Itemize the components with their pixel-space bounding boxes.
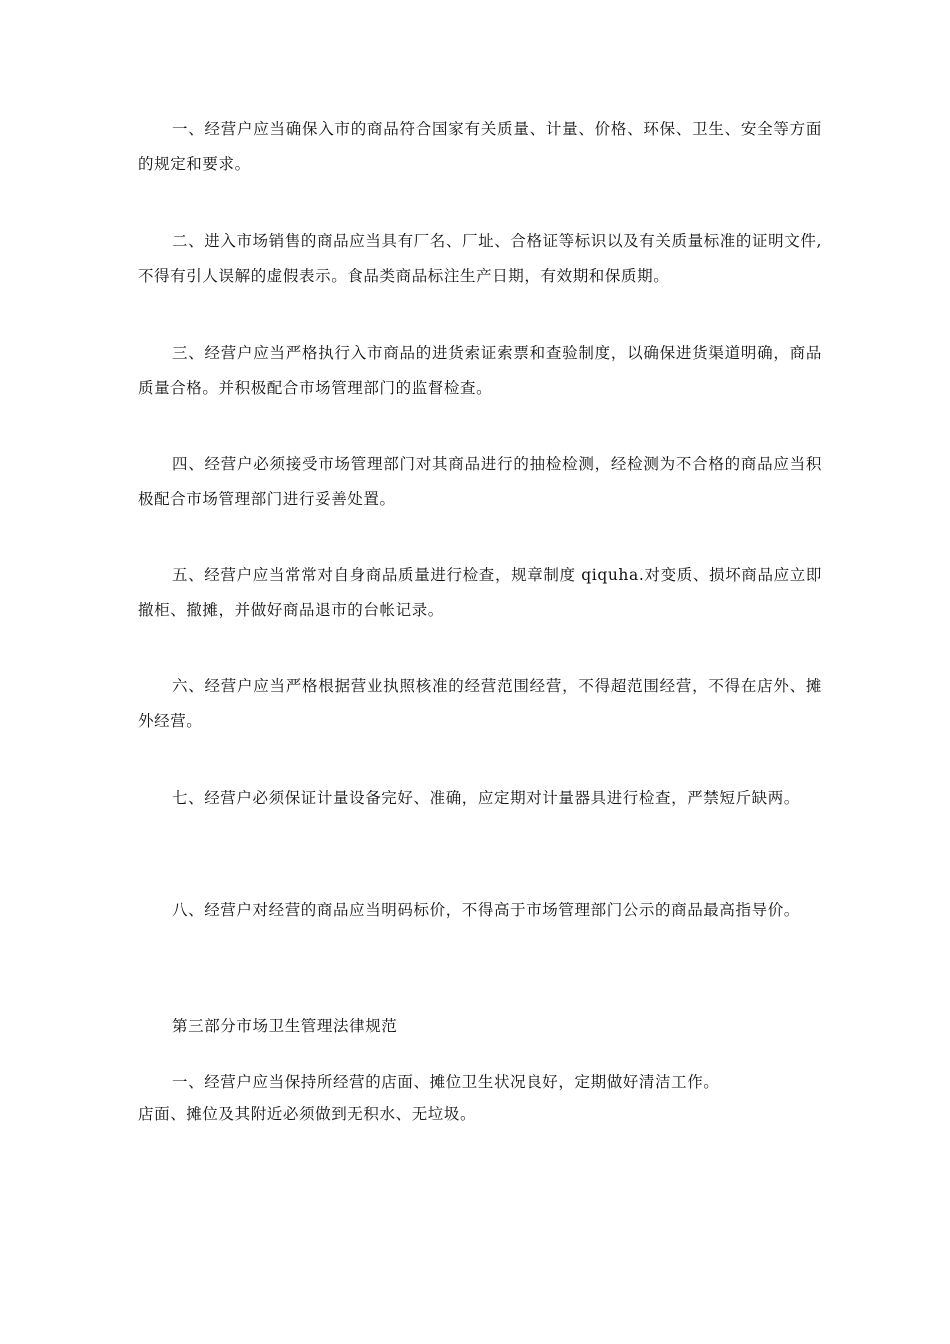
paragraph-7: 七、经营户必须保证计量设备完好、准确，应定期对计量器具进行检查，严禁短斤缺两。: [172, 789, 800, 807]
paragraph-6: 六、经营户应当严格根据营业执照核准的经营范围经营，不得超范围经营，不得在店外、摊外经营。: [138, 677, 822, 730]
section-line-2: 店面、摊位及其附近必须做到无积水、无垃圾。: [138, 1105, 477, 1123]
paragraph-5: 五、经营户应当常常对自身商品质量进行检查，规章制度 qiquha.对变质、损坏商品应立即撤柜、撤摊，并做好商品退市的台帐记录。: [138, 566, 822, 619]
document-page: [138, 0, 822, 1344]
section-line-1: 一、经营户应当保持所经营的店面、摊位卫生状况良好，定期做好清洁工作。: [172, 1073, 720, 1091]
paragraph-3: 三、经营户应当严格执行入市商品的进货索证索票和查验制度，以确保进货渠道明确，商品质量合格。并积极配合市场管理部门的监督检查。: [138, 344, 822, 397]
paragraph-1: 一、经营户应当确保入市的商品符合国家有关质量、计量、价格、环保、卫生、安全等方面的规定和要求。: [138, 120, 822, 173]
section-heading: 第三部分市场卫生管理法律规范: [172, 1017, 398, 1035]
paragraph-4: 四、经营户必须接受市场管理部门对其商品进行的抽检检测，经检测为不合格的商品应当积极配合市场管理部门进行妥善处置。: [138, 455, 822, 508]
paragraph-2: 二、进入市场销售的商品应当具有厂名、厂址、合格证等标识以及有关质量标准的证明文件,不得有引人误解的虚假表示。食品类商品标注生产日期，有效期和保质期。: [138, 232, 822, 285]
paragraph-8: 八、经营户对经营的商品应当明码标价，不得高于市场管理部门公示的商品最高指导价。: [172, 901, 800, 919]
